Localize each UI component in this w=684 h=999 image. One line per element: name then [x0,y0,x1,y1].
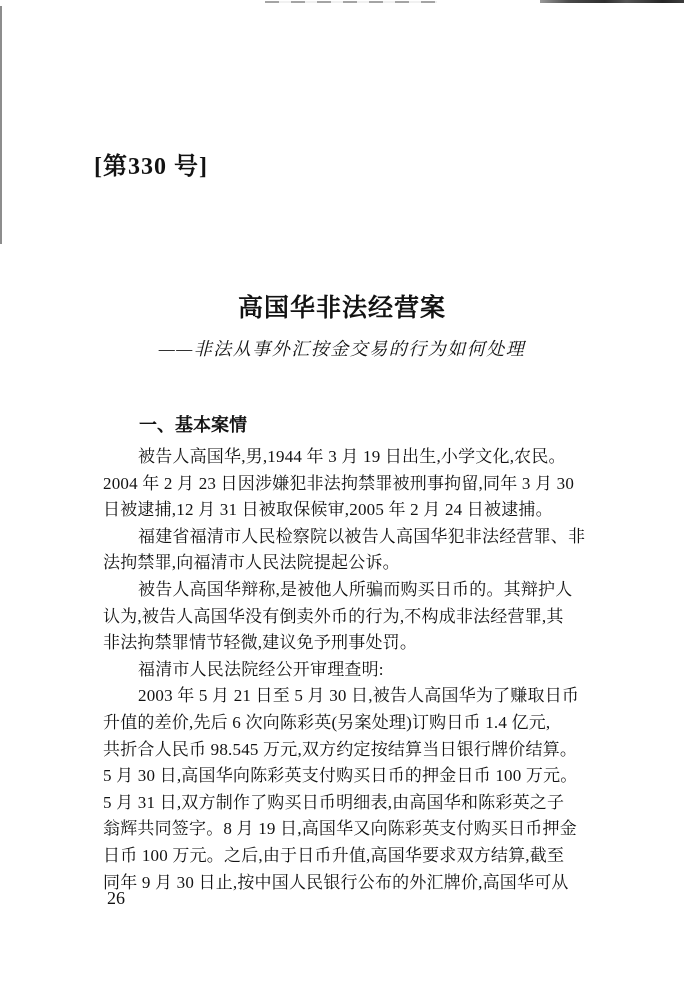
body-text-line: 2003 年 5 月 21 日至 5 月 30 日,被告人高国华为了赚取日币 [138,686,580,706]
body-text-block [103,413,585,896]
body-text-line: 5 月 31 日,双方制作了购买日币明细表,由高国华和陈彩英之子 [103,792,565,812]
body-text-line: 日币 100 万元。之后,由于日币升值,高国华要求双方结算,截至 [103,845,565,865]
page-number: 26 [107,888,125,908]
scan-artifact-left-edge [0,6,2,244]
body-text-line: 升值的差价,先后 6 次向陈彩英(另案处理)订购日币 1.4 亿元, [103,712,551,732]
body-text-line: 日被逮捕,12 月 31 日被取保候审,2005 年 2 月 24 日被逮捕。 [103,500,553,520]
body-text-line: 被告人高国华,男,1944 年 3 月 19 日出生,小学文化,农民。 [138,447,566,466]
body-text-line: 非法拘禁罪情节轻微,建议免予刑事处罚。 [103,633,418,653]
section-heading-basic-facts: 一、基本案情 [139,415,247,435]
body-lines [103,444,585,896]
body-text-line: 2004 年 2 月 23 日因涉嫌犯非法拘禁罪被刑事拘留,同年 3 月 30 [103,473,575,493]
body-text-line: 法拘禁罪,向福清市人民法院提起公诉。 [103,553,400,573]
body-text-line: 福清市人民法院经公开审理查明: [138,659,384,679]
case-number-label: [第330 号] [94,154,208,180]
body-text-line: 同年 9 月 30 日止,按中国人民银行公布的外汇牌价,高国华可从 [103,872,569,892]
body-text-line: 被告人高国华辩称,是被他人所骗而购买日币的。其辩护人 [138,579,573,599]
body-text-line: 5 月 30 日,高国华向陈彩英支付购买日币的押金日币 100 万元。 [103,766,578,786]
body-text-line: 认为,被告人高国华没有倒卖外币的行为,不构成非法经营罪,其 [103,606,564,626]
scan-artifact-top-right [540,0,684,3]
case-subtitle: ——非法从事外汇按金交易的行为如何处理 [158,339,526,359]
body-text-line: 福建省福清市人民检察院以被告人高国华犯非法经营罪、非 [138,526,586,546]
case-title: 高国华非法经营案 [237,294,446,322]
body-text-line: 共折合人民币 98.545 万元,双方约定按结算当日银行牌价结算。 [103,739,578,759]
scan-artifact-top-mid [265,1,437,3]
body-text-line: 翁辉共同签字。8 月 19 日,高国华又向陈彩英支付购买日币押金 [103,819,577,839]
